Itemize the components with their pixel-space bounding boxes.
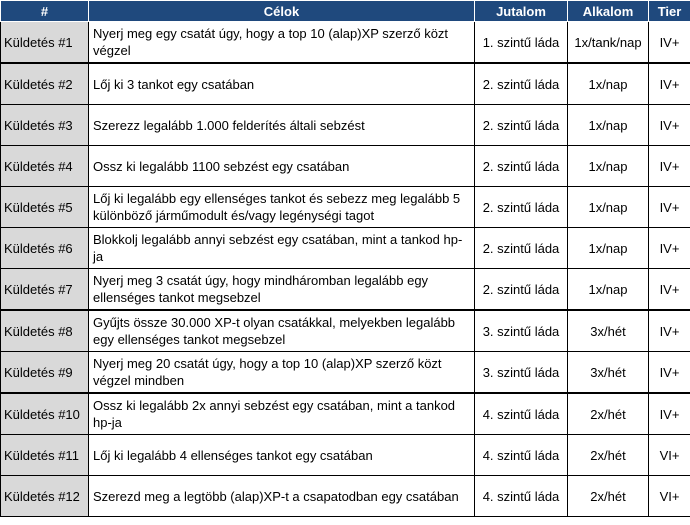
mission-tier: IV+ — [649, 393, 690, 435]
table-row — [1, 146, 690, 187]
mission-goal: Nyerj meg 20 csatát úgy, hogy a top 10 (alap)XP szerző közt végzel mindben — [89, 352, 475, 394]
mission-frequency: 2x/hét — [568, 393, 649, 435]
mission-goal: Nyerj meg 3 csatát úgy, hogy mindháromban legalább egy ellenséges tankot megsebzel — [89, 269, 475, 311]
table-row — [1, 187, 690, 228]
mission-goal: Ossz ki legalább 1100 sebzést egy csatában — [89, 146, 475, 187]
mission-reward: 3. szintű láda — [475, 352, 568, 394]
header-tier: Tier — [649, 1, 690, 22]
mission-frequency: 3x/hét — [568, 310, 649, 352]
mission-frequency: 1x/nap — [568, 269, 649, 311]
mission-frequency: 1x/tank/nap — [568, 22, 649, 64]
mission-id: Küldetés #1 — [1, 22, 89, 64]
mission-tier: IV+ — [649, 105, 690, 146]
header-goals: Célok — [89, 1, 475, 22]
mission-reward: 2. szintű láda — [475, 269, 568, 311]
mission-frequency: 2x/hét — [568, 476, 649, 517]
header-reward: Jutalom — [475, 1, 568, 22]
mission-goal: Blokkolj legalább annyi sebzést egy csatában, mint a tankod hp-ja — [89, 228, 475, 269]
mission-goal: Lőj ki legalább 4 ellenséges tankot egy csatában — [89, 435, 475, 476]
header-row — [1, 1, 690, 22]
mission-frequency: 1x/nap — [568, 187, 649, 228]
table-row — [1, 228, 690, 269]
mission-id: Küldetés #2 — [1, 63, 89, 105]
table-row — [1, 269, 690, 311]
mission-frequency: 1x/nap — [568, 146, 649, 187]
table-header — [1, 1, 690, 22]
mission-reward: 2. szintű láda — [475, 228, 568, 269]
mission-tier: IV+ — [649, 63, 690, 105]
mission-id: Küldetés #10 — [1, 393, 89, 435]
mission-tier: IV+ — [649, 228, 690, 269]
mission-goal: Szerezz legalább 1.000 felderítés általi sebzést — [89, 105, 475, 146]
table-row — [1, 63, 690, 105]
mission-frequency: 2x/hét — [568, 435, 649, 476]
table-body — [1, 22, 690, 517]
mission-tier: IV+ — [649, 22, 690, 64]
mission-goal: Lőj ki legalább egy ellenséges tankot és sebezz meg legalább 5 különböző járműmodult és/vagy legénységi tagot — [89, 187, 475, 228]
mission-reward: 2. szintű láda — [475, 146, 568, 187]
mission-reward: 2. szintű láda — [475, 187, 568, 228]
mission-frequency: 1x/nap — [568, 105, 649, 146]
mission-reward: 3. szintű láda — [475, 310, 568, 352]
mission-reward: 4. szintű láda — [475, 393, 568, 435]
table-row — [1, 476, 690, 517]
mission-tier: IV+ — [649, 269, 690, 311]
mission-id: Küldetés #8 — [1, 310, 89, 352]
mission-frequency: 3x/hét — [568, 352, 649, 394]
mission-id: Küldetés #6 — [1, 228, 89, 269]
mission-tier: IV+ — [649, 146, 690, 187]
mission-reward: 1. szintű láda — [475, 22, 568, 64]
mission-tier: IV+ — [649, 352, 690, 394]
mission-tier: VI+ — [649, 435, 690, 476]
table-row — [1, 22, 690, 64]
mission-tier: IV+ — [649, 187, 690, 228]
mission-id: Küldetés #9 — [1, 352, 89, 394]
table-row — [1, 393, 690, 435]
mission-goal: Lőj ki 3 tankot egy csatában — [89, 63, 475, 105]
table-row — [1, 105, 690, 146]
table-row — [1, 352, 690, 394]
mission-goal: Gyűjts össze 30.000 XP-t olyan csatákkal, melyekben legalább egy ellenséges tankot megsebzel — [89, 310, 475, 352]
mission-goal: Nyerj meg egy csatát úgy, hogy a top 10 (alap)XP szerző közt végzel — [89, 22, 475, 64]
mission-id: Küldetés #12 — [1, 476, 89, 517]
mission-reward: 4. szintű láda — [475, 476, 568, 517]
mission-id: Küldetés #7 — [1, 269, 89, 311]
mission-reward: 2. szintű láda — [475, 105, 568, 146]
mission-tier: VI+ — [649, 476, 690, 517]
mission-id: Küldetés #3 — [1, 105, 89, 146]
header-frequency: Alkalom — [568, 1, 649, 22]
mission-frequency: 1x/nap — [568, 63, 649, 105]
mission-reward: 4. szintű láda — [475, 435, 568, 476]
mission-tier: IV+ — [649, 310, 690, 352]
mission-id: Küldetés #11 — [1, 435, 89, 476]
mission-id: Küldetés #5 — [1, 187, 89, 228]
table-row — [1, 310, 690, 352]
table-row — [1, 435, 690, 476]
mission-id: Küldetés #4 — [1, 146, 89, 187]
mission-reward: 2. szintű láda — [475, 63, 568, 105]
mission-goal: Szerezd meg a legtöbb (alap)XP-t a csapatodban egy csatában — [89, 476, 475, 517]
mission-frequency: 1x/nap — [568, 228, 649, 269]
header-number: # — [1, 1, 89, 22]
mission-goal: Ossz ki legalább 2x annyi sebzést egy csatában, mint a tankod hp-ja — [89, 393, 475, 435]
